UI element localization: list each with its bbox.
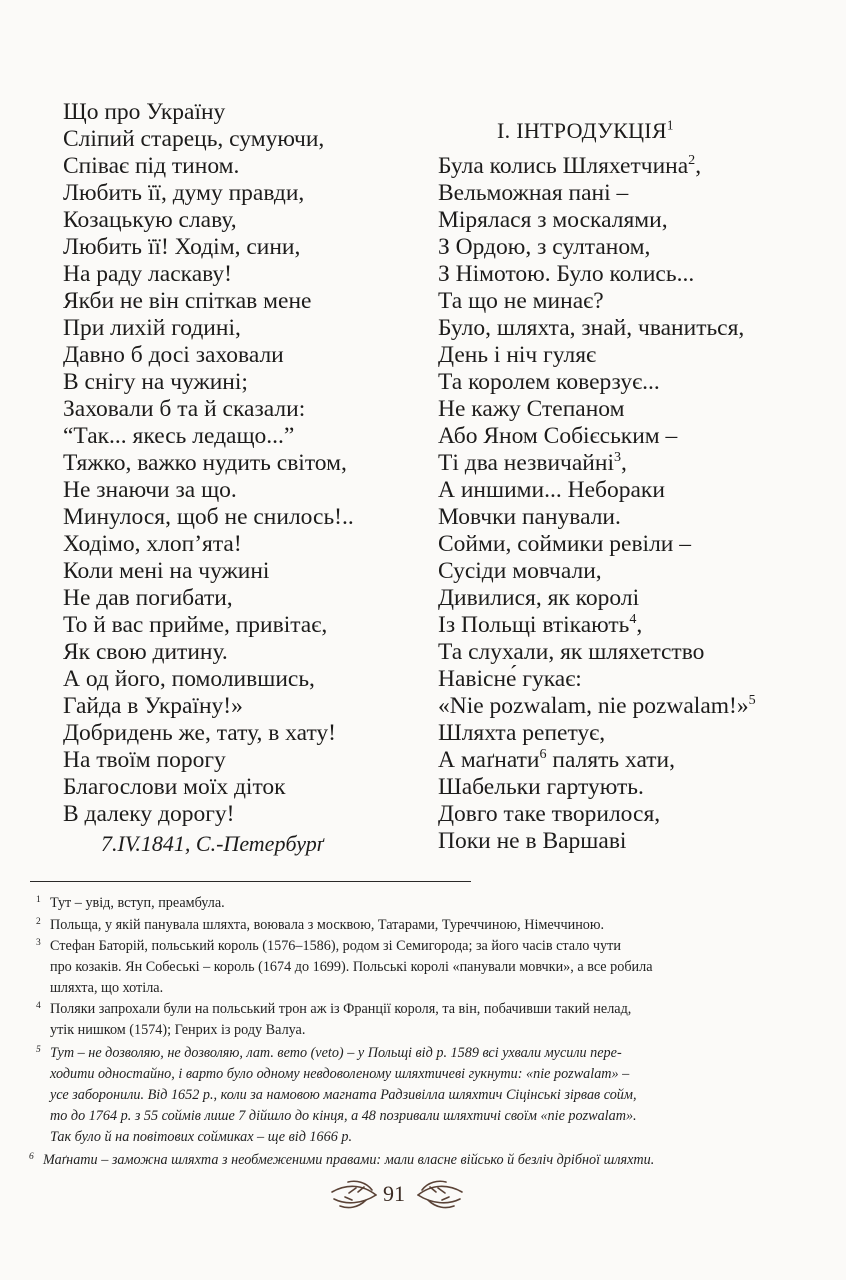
footnote-marker: 2 xyxy=(36,917,41,927)
footnote-3 xyxy=(36,936,621,957)
verse-line: А иншими... Небораки xyxy=(438,477,665,503)
verse-text-after: , xyxy=(695,153,702,179)
verse-line: Як свою дитину. xyxy=(63,639,228,665)
verse-line: Не дав погибати, xyxy=(63,585,233,611)
footnote-ref: 1 xyxy=(666,117,674,133)
verse-line: Давно б досі заховали xyxy=(63,342,284,368)
verse-text: «Nie pozwalam, nie pozwalam!» xyxy=(438,693,749,719)
verse-text-after: , xyxy=(636,612,643,638)
footnote-ref: 2 xyxy=(688,152,696,169)
footnote-divider xyxy=(30,881,471,882)
verse-line: Не кажу Степаном xyxy=(438,396,625,422)
verse-line: Не знаючи за що. xyxy=(63,477,237,503)
verse-line: Тяжко, важко нудить світом, xyxy=(63,450,347,476)
verse-line: Поки не в Варшаві xyxy=(438,828,627,854)
verse-text: Із Польщі втікають xyxy=(438,612,630,638)
date-place-line: 7.IV.1841, С.-Петербурґ xyxy=(101,831,324,856)
verse-line: З Німотою. Було колись... xyxy=(438,261,695,287)
footnote-3-line-3: шляхта, що хотіла. xyxy=(50,980,164,996)
section-title-text: І. ІНТРОДУКЦІЯ xyxy=(497,118,667,143)
footnote-marker: 4 xyxy=(36,1001,41,1011)
verse-line: Вельможная пані – xyxy=(438,180,629,206)
verse-line: Сусіди мовчали, xyxy=(438,558,602,584)
verse-line: В далеку дорогу! xyxy=(63,801,235,827)
verse-line: Співає під тином. xyxy=(63,153,240,179)
verse-line: Та королем коверзує... xyxy=(438,369,660,395)
footnote-ref: 4 xyxy=(629,611,637,628)
verse-line xyxy=(438,450,627,477)
verse-line: Коли мені на чужині xyxy=(63,558,270,584)
verse-line: Сліпий старець, сумуючи, xyxy=(63,126,325,152)
verse-line: Та слухали, як шляхетство xyxy=(438,639,705,665)
verse-line: Якби не він спіткав мене xyxy=(63,288,312,314)
verse-line: Мовчки панували. xyxy=(438,504,621,530)
verse-line: Благослови моїх діток xyxy=(63,774,286,800)
verse-text-after: палять хати, xyxy=(546,747,676,773)
verse-line: Гайда в Україну!» xyxy=(63,693,243,719)
footnote-5-line-5: Так було й на повітових соймиках – ще від 1666 р. xyxy=(50,1129,352,1145)
leaf-ornament-icon xyxy=(0,1178,846,1212)
verse-line: Заховали б та й сказали: xyxy=(63,396,306,422)
verse-line: Минулося, щоб не снилось!.. xyxy=(63,504,354,530)
verse-line: Шляхта репетує, xyxy=(438,720,606,746)
verse-line: Добридень же, тату, в хату! xyxy=(63,720,336,746)
footnote-marker: 3 xyxy=(36,938,41,948)
section-title xyxy=(497,118,674,144)
verse-line: Навісне́ гукає: xyxy=(438,666,582,692)
footnote-text: Поляки запрохали були на польський трон аж із Франції короля, та він, побачивши такий нелад, xyxy=(50,1001,632,1017)
verse-line: Козацькую славу, xyxy=(63,207,237,233)
footnote-5-line-4: то до 1764 р. з 55 соймів лише 7 дійшло до кінця, а 48 позривали шляхтичі своїм «nie pozwalam». xyxy=(50,1108,637,1124)
verse-line: Дивилися, як королі xyxy=(438,585,640,611)
footnote-4-line-2: утік нишком (1574); Генрих із роду Валуа. xyxy=(50,1022,306,1038)
verse-line: Любить її! Ходім, сини, xyxy=(63,234,301,260)
verse-line: В снігу на чужині; xyxy=(63,369,248,395)
verse-line xyxy=(438,153,701,180)
verse-line: Довго таке творилося, xyxy=(438,801,661,827)
verse-line: Та що не минає? xyxy=(438,288,604,314)
footnote-1 xyxy=(36,893,225,914)
footnote-text: Тут – увід, вступ, преамбула. xyxy=(50,895,225,911)
footnote-5-line-2: ходити одностайно, і варто було одному невдоволеному шляхтичеві гукнути: «nie pozwalam» – xyxy=(50,1066,630,1082)
footnote-3-line-2: про козаків. Ян Собеські – король (1674 до 1699). Польські королі «панували мовчки», а все робила xyxy=(50,959,653,975)
footnote-marker: 5 xyxy=(36,1045,41,1055)
verse-line: Сойми, соймики ревіли – xyxy=(438,531,692,557)
verse-line xyxy=(438,693,756,720)
footnote-text: Стефан Баторій, польський король (1576–1586), родом зі Семигорода; за його часів стало чути xyxy=(50,938,621,954)
footnote-5 xyxy=(36,1043,622,1064)
verse-line: Мірялася з москалями, xyxy=(438,207,668,233)
page-ornament xyxy=(0,1178,846,1212)
footnote-5-line-3: усе заборонили. Від 1652 р., коли за намовою магната Радзивілла шляхтич Сіцінські зірвав сойм, xyxy=(50,1087,637,1103)
verse-line: День і ніч гуляє xyxy=(438,342,597,368)
verse-line: “Так... якесь ледащо...” xyxy=(63,423,295,449)
verse-line: При лихій годині, xyxy=(63,315,241,341)
verse-line: А од його, помолившись, xyxy=(63,666,315,692)
verse-line: Любить її, думу правди, xyxy=(63,180,305,206)
footnote-4 xyxy=(36,999,632,1020)
verse-line: Було, шляхта, знай, чваниться, xyxy=(438,315,745,341)
verse-line xyxy=(438,747,675,774)
verse-line: Або Яном Собієським – xyxy=(438,423,678,449)
footnote-marker: 6 xyxy=(29,1152,34,1162)
verse-line: Шабельки гартують. xyxy=(438,774,644,800)
footnote-text: Польща, у якій панувала шляхта, воювала з москвою, Татарами, Туреччиною, Німеччиною. xyxy=(50,917,605,933)
verse-text: А маґнати xyxy=(438,747,540,773)
verse-line: Ходімо, хлоп’ята! xyxy=(63,531,242,557)
verse-line: То й вас прийме, привітає, xyxy=(63,612,328,638)
verse-line: Що про Україну xyxy=(63,99,226,125)
verse-line: З Ордою, з султаном, xyxy=(438,234,651,260)
footnote-6 xyxy=(29,1150,655,1171)
verse-text: Була колись Шляхетчина xyxy=(438,153,689,179)
verse-line xyxy=(438,612,642,639)
footnote-ref: 6 xyxy=(539,746,547,763)
verse-line: На твоїм порогу xyxy=(63,747,226,773)
verse-text: Ті два незвичайні xyxy=(438,450,614,476)
footnote-text: Тут – не дозволяю, не дозволяю, лат. вето (veto) – у Польщі від р. 1589 всі ухвали мусили пере- xyxy=(50,1045,622,1061)
footnote-ref: 3 xyxy=(614,449,622,466)
footnote-ref: 5 xyxy=(748,692,756,709)
footnote-text: Маґнати – заможна шляхта з необмеженими правами: мали власне військо й безліч дрібної шляхти. xyxy=(43,1152,655,1168)
footnote-2 xyxy=(36,915,605,936)
footnote-marker: 1 xyxy=(36,895,41,905)
verse-text-after: , xyxy=(621,450,627,476)
page-number: 91 xyxy=(383,1181,405,1206)
verse-line: На раду ласкаву! xyxy=(63,261,232,287)
